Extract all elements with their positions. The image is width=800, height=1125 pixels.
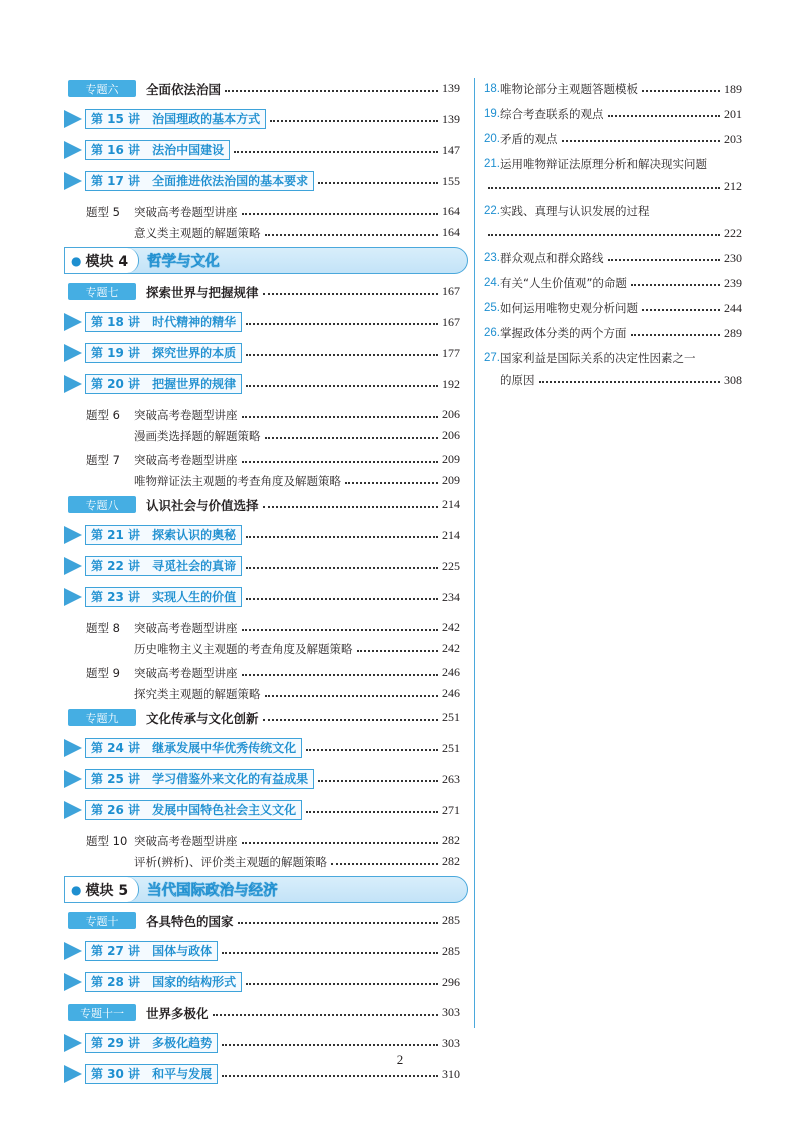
page-ref: 246 [442, 665, 460, 679]
lecture-box [85, 800, 302, 820]
triangle-icon [64, 110, 82, 128]
item-title: 实践、真理与认识发展的过程 [500, 204, 650, 218]
question-type-label: 题型 7 [86, 452, 120, 467]
module-label: 模块 5 [85, 882, 129, 899]
leader-dots [265, 234, 439, 236]
page-ref: 310 [442, 1066, 460, 1081]
item-number: 18. [484, 83, 500, 95]
special-topic-title: 世界多极化 [146, 1005, 209, 1021]
lecture-28[interactable] [68, 971, 460, 993]
page-ref: 285 [442, 943, 460, 958]
page-ref: 303 [442, 1035, 460, 1050]
lecture-number: 第 19 讲 [91, 346, 141, 360]
lecture-number: 第 30 讲 [91, 1067, 141, 1081]
question-type-7[interactable] [68, 449, 460, 470]
leader-dots [631, 284, 720, 286]
lecture-number: 第 26 讲 [91, 803, 141, 817]
leader-dots [265, 695, 439, 697]
lecture-26[interactable] [68, 799, 460, 821]
module-label: 模块 4 [85, 253, 129, 270]
page-ref: 239 [724, 275, 742, 290]
special-topic-label: 专题十 [68, 912, 136, 929]
lecture-title: 探索认识的奥秘 [152, 528, 237, 542]
triangle-icon [64, 1034, 82, 1052]
leader-dots [265, 437, 439, 439]
page-ref: 164 [442, 225, 460, 239]
page-ref: 282 [442, 833, 460, 847]
lecture-18[interactable] [68, 311, 460, 333]
list-item-continuation[interactable] [484, 175, 742, 197]
page-ref: 222 [724, 225, 742, 240]
lecture-number: 第 27 讲 [91, 944, 141, 958]
lecture-box [85, 525, 242, 545]
leader-dots [246, 536, 438, 538]
question-type-6-sub[interactable] [68, 425, 460, 446]
page-ref: 177 [442, 345, 460, 360]
module-4-banner [64, 247, 468, 274]
lecture-22[interactable] [68, 555, 460, 577]
lecture-box [85, 941, 218, 961]
leader-dots [331, 863, 438, 865]
list-item[interactable] [484, 200, 742, 222]
question-type-10[interactable] [68, 830, 460, 851]
triangle-icon [64, 141, 82, 159]
lecture-title: 发展中国特色社会主义文化 [152, 803, 297, 817]
question-type-subtitle: 评析(辨析)、评价类主观题的解题策略 [134, 854, 327, 869]
lecture-19[interactable] [68, 342, 460, 364]
lecture-16[interactable] [68, 139, 460, 161]
leader-dots [234, 151, 438, 153]
leader-dots [222, 952, 438, 954]
leader-dots [318, 182, 438, 184]
lecture-title: 法治中国建设 [152, 143, 225, 157]
page-ref: 209 [442, 452, 460, 466]
lecture-21[interactable] [68, 524, 460, 546]
page-ref: 206 [442, 407, 460, 421]
triangle-icon [64, 526, 82, 544]
lecture-number: 第 18 讲 [91, 315, 141, 329]
special-topic-10[interactable] [68, 910, 460, 931]
lecture-box [85, 109, 266, 129]
leader-dots [246, 385, 438, 387]
question-type-10-sub[interactable] [68, 851, 460, 872]
item-title: 有关“人生价值观”的命题 [500, 276, 627, 290]
question-type-label: 题型 6 [86, 407, 120, 422]
lecture-title: 国体与政体 [152, 944, 213, 958]
item-title: 综合考查联系的观点 [500, 107, 604, 121]
list-item[interactable] [484, 78, 742, 100]
triangle-icon [64, 770, 82, 788]
leader-dots [488, 187, 720, 189]
page-ref: 296 [442, 974, 460, 989]
item-title: 群众观点和群众路线 [500, 251, 604, 265]
lecture-box [85, 738, 302, 758]
leader-dots [246, 567, 438, 569]
special-topic-7[interactable] [68, 281, 460, 302]
question-type-8-sub[interactable] [68, 638, 460, 659]
leader-dots [263, 293, 438, 295]
page-number: 2 [396, 1052, 404, 1067]
page-ref: 285 [442, 913, 460, 927]
triangle-icon [64, 942, 82, 960]
lecture-box [85, 587, 242, 607]
lecture-title: 实现人生的价值 [152, 590, 237, 604]
item-number: 25. [484, 302, 500, 314]
list-item[interactable] [484, 153, 742, 175]
question-type-title: 突破高考卷题型讲座 [134, 204, 238, 219]
leader-dots [631, 334, 721, 336]
special-topic-6[interactable] [68, 78, 460, 99]
leader-dots [238, 922, 438, 924]
lecture-number: 第 28 讲 [91, 975, 141, 989]
triangle-icon [64, 172, 82, 190]
special-topic-label: 专题七 [68, 283, 136, 300]
lecture-23[interactable] [68, 586, 460, 608]
item-number: 21. [484, 158, 500, 170]
leader-dots [608, 259, 721, 261]
triangle-icon [64, 973, 82, 991]
list-item[interactable] [484, 272, 742, 294]
page-ref: 251 [442, 740, 460, 755]
leader-dots [608, 115, 721, 117]
special-topic-11[interactable] [68, 1002, 460, 1023]
page-ref: 167 [442, 314, 460, 329]
lecture-number: 第 20 讲 [91, 377, 141, 391]
item-number: 24. [484, 277, 500, 289]
lecture-title: 学习借鉴外来文化的有益成果 [152, 772, 309, 786]
page-ref: 155 [442, 173, 460, 188]
question-type-subtitle: 探究类主观题的解题策略 [134, 686, 261, 701]
question-type-title: 突破高考卷题型讲座 [134, 665, 238, 680]
leader-dots [242, 674, 439, 676]
page-ref: 139 [442, 111, 460, 126]
question-type-label: 题型 8 [86, 620, 120, 635]
page-ref: 206 [442, 428, 460, 442]
item-title: 运用唯物辩证法原理分析和解决现实问题 [500, 157, 707, 171]
lecture-number: 第 21 讲 [91, 528, 141, 542]
question-type-9-sub[interactable] [68, 683, 460, 704]
page-ref: 234 [442, 589, 460, 604]
lecture-box [85, 343, 242, 363]
leader-dots [242, 461, 439, 463]
lecture-number: 第 24 讲 [91, 741, 141, 755]
item-number: 26. [484, 327, 500, 339]
item-number: 20. [484, 133, 500, 145]
special-topic-9[interactable] [68, 707, 460, 728]
triangle-icon [64, 801, 82, 819]
leader-dots [213, 1014, 438, 1016]
special-topic-label: 专题九 [68, 709, 136, 726]
left-column [68, 78, 460, 1094]
lecture-title: 探究世界的本质 [152, 346, 237, 360]
item-title: 矛盾的观点 [500, 132, 558, 146]
lecture-title: 多极化趋势 [152, 1036, 213, 1050]
page-ref: 242 [442, 620, 460, 634]
lecture-title: 时代精神的精华 [152, 315, 237, 329]
page-ref: 282 [442, 854, 460, 868]
page-ref: 251 [442, 710, 460, 724]
list-item-continuation[interactable] [484, 369, 742, 391]
lecture-title: 继承发展中华优秀传统文化 [152, 741, 297, 755]
item-title: 如何运用唯物史观分析问题 [500, 301, 638, 315]
question-type-subtitle: 意义类主观题的解题策略 [134, 225, 261, 240]
page-ref: 147 [442, 142, 460, 157]
lecture-number: 第 25 讲 [91, 772, 141, 786]
page-ref: 214 [442, 497, 460, 511]
leader-dots [562, 140, 721, 142]
lecture-24[interactable] [68, 737, 460, 759]
question-type-title: 突破高考卷题型讲座 [134, 833, 238, 848]
page-ref: 164 [442, 204, 460, 218]
page-ref: 212 [724, 178, 742, 193]
lecture-box [85, 312, 242, 332]
question-type-subtitle: 漫画类选择题的解题策略 [134, 428, 261, 443]
page-ref: 246 [442, 686, 460, 700]
leader-dots [242, 213, 439, 215]
bullet-icon: ● [71, 253, 82, 268]
module-5-banner [64, 876, 468, 903]
triangle-icon [64, 557, 82, 575]
leader-dots [242, 416, 439, 418]
leader-dots [270, 120, 438, 122]
page-ref: 263 [442, 771, 460, 786]
page-ref: 225 [442, 558, 460, 573]
item-title: 国家利益是国际关系的决定性因素之一 [500, 351, 696, 365]
lecture-17[interactable] [68, 170, 460, 192]
special-topic-title: 认识社会与价值选择 [146, 497, 259, 513]
leader-dots [246, 323, 438, 325]
item-number: 23. [484, 252, 500, 264]
lecture-title: 寻觅社会的真谛 [152, 559, 237, 573]
list-item[interactable] [484, 297, 742, 319]
lecture-box [85, 1033, 218, 1053]
page-ref: 209 [442, 473, 460, 487]
lecture-number: 第 17 讲 [91, 174, 141, 188]
lecture-title: 把握世界的规律 [152, 377, 237, 391]
leader-dots [222, 1075, 438, 1077]
leader-dots [225, 90, 438, 92]
special-topic-title: 各具特色的国家 [146, 913, 234, 929]
lecture-box [85, 556, 242, 576]
lecture-number: 第 15 讲 [91, 112, 141, 126]
list-item[interactable] [484, 347, 742, 369]
leader-dots [263, 719, 438, 721]
triangle-icon [64, 313, 82, 331]
leader-dots [246, 983, 438, 985]
lecture-25[interactable] [68, 768, 460, 790]
question-type-8[interactable] [68, 617, 460, 638]
column-divider [474, 78, 475, 1028]
bullet-icon: ● [71, 882, 82, 897]
module-title: 当代国际政治与经济 [147, 883, 278, 899]
list-item[interactable] [484, 247, 742, 269]
list-item[interactable] [484, 128, 742, 150]
page-ref: 308 [724, 372, 742, 387]
list-item-continuation[interactable] [484, 222, 742, 244]
item-title: 掌握政体分类的两个方面 [500, 326, 627, 340]
leader-dots [246, 598, 438, 600]
leader-dots [642, 90, 720, 92]
leader-dots [242, 629, 439, 631]
page-ref: 242 [442, 641, 460, 655]
item-number: 27. [484, 352, 500, 364]
item-title-continued: 的原因 [500, 373, 535, 387]
question-type-label: 题型 5 [86, 204, 120, 219]
item-number: 19. [484, 108, 500, 120]
page-ref: 167 [442, 284, 460, 298]
list-item[interactable] [484, 103, 742, 125]
leader-dots [242, 842, 439, 844]
triangle-icon [64, 344, 82, 362]
page-ref: 189 [724, 81, 742, 96]
module-label-box [65, 877, 139, 902]
question-type-5[interactable] [68, 201, 460, 222]
question-type-label: 题型 9 [86, 665, 120, 680]
item-title: 唯物论部分主观题答题模板 [500, 82, 638, 96]
leader-dots [642, 309, 720, 311]
lecture-29[interactable] [68, 1032, 460, 1054]
triangle-icon [64, 375, 82, 393]
module-label-box [65, 248, 139, 273]
leader-dots [357, 650, 439, 652]
triangle-icon [64, 588, 82, 606]
lecture-title: 治国理政的基本方式 [152, 112, 261, 126]
special-topic-label: 专题八 [68, 496, 136, 513]
lecture-15[interactable] [68, 108, 460, 130]
leader-dots [488, 234, 720, 236]
question-type-label: 题型 10 [86, 833, 128, 848]
lecture-box [85, 171, 314, 191]
page-ref: 244 [724, 300, 742, 315]
page-ref: 201 [724, 106, 742, 121]
page-ref: 214 [442, 527, 460, 542]
right-column [484, 78, 742, 391]
special-topic-title: 文化传承与文化创新 [146, 710, 259, 726]
lecture-number: 第 23 讲 [91, 590, 141, 604]
page-ref: 139 [442, 81, 460, 95]
lecture-box [85, 140, 230, 160]
special-topic-title: 探索世界与把握规律 [146, 284, 259, 300]
leader-dots [306, 811, 438, 813]
lecture-27[interactable] [68, 940, 460, 962]
leader-dots [345, 482, 438, 484]
special-topic-title: 全面依法治国 [146, 81, 222, 97]
lecture-title: 和平与发展 [152, 1067, 213, 1081]
question-type-title: 突破高考卷题型讲座 [134, 452, 238, 467]
question-type-title: 突破高考卷题型讲座 [134, 407, 238, 422]
lecture-title: 全面推进依法治国的基本要求 [152, 174, 309, 188]
leader-dots [306, 749, 438, 751]
module-title: 哲学与文化 [147, 254, 220, 270]
leader-dots [263, 506, 438, 508]
page-ref: 203 [724, 131, 742, 146]
leader-dots [246, 354, 438, 356]
lecture-number: 第 29 讲 [91, 1036, 141, 1050]
question-type-7-sub[interactable] [68, 470, 460, 491]
question-type-subtitle: 唯物辩证法主观题的考查角度及解题策略 [134, 473, 341, 488]
page-ref: 230 [724, 250, 742, 265]
leader-dots [222, 1044, 438, 1046]
question-type-6[interactable] [68, 404, 460, 425]
leader-dots [539, 381, 721, 383]
special-topic-8[interactable] [68, 494, 460, 515]
leader-dots [318, 780, 438, 782]
lecture-number: 第 22 讲 [91, 559, 141, 573]
special-topic-label: 专题十一 [68, 1004, 136, 1021]
lecture-title: 国家的结构形式 [152, 975, 237, 989]
lecture-20[interactable] [68, 373, 460, 395]
question-type-5-sub[interactable] [68, 222, 460, 243]
list-item[interactable] [484, 322, 742, 344]
special-topic-label: 专题六 [68, 80, 136, 97]
lecture-box [85, 374, 242, 394]
question-type-title: 突破高考卷题型讲座 [134, 620, 238, 635]
item-number: 22. [484, 205, 500, 217]
page-ref: 303 [442, 1005, 460, 1019]
lecture-box [85, 972, 242, 992]
lecture-box [85, 769, 314, 789]
page-ref: 192 [442, 376, 460, 391]
lecture-number: 第 16 讲 [91, 143, 141, 157]
question-type-9[interactable] [68, 662, 460, 683]
triangle-icon [64, 739, 82, 757]
page-ref: 289 [724, 325, 742, 340]
page-ref: 271 [442, 802, 460, 817]
question-type-subtitle: 历史唯物主义主观题的考查角度及解题策略 [134, 641, 353, 656]
